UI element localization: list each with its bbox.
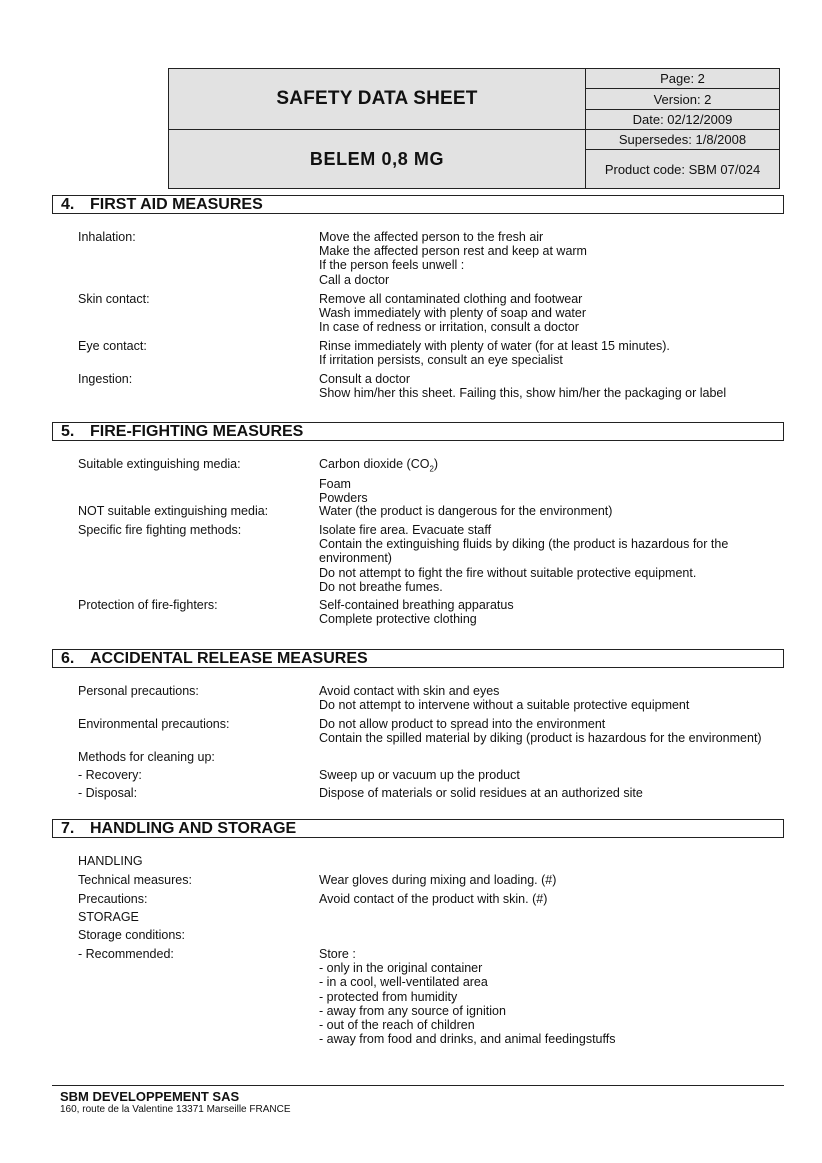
section-5-header [52, 422, 784, 441]
value-line: Store : [319, 947, 356, 961]
value-line: Avoid contact with skin and eyes [319, 684, 500, 698]
header-left [169, 69, 586, 188]
value-line: Avoid contact of the product with skin. (#) [319, 892, 548, 906]
date: Date: 02/12/2009 [586, 110, 779, 130]
footer-address: 160, route de la Valentine 13371 Marseille FRANCE [60, 1104, 291, 1115]
value-line: - away from any source of ignition [319, 1003, 506, 1018]
value-line: If irritation persists, consult an eye specialist [319, 353, 563, 368]
row-value [319, 339, 779, 367]
row-value [319, 598, 779, 626]
product-name: BELEM 0,8 MG [169, 130, 585, 188]
co2-suffix: ) [433, 457, 439, 471]
row-value [319, 457, 779, 505]
value-line: Do not attempt to intervene without a suitable protective equipment [319, 698, 690, 713]
supersedes: Supersedes: 1/8/2008 [586, 130, 779, 150]
section-number: 6. [61, 650, 75, 667]
row-label: Protection of fire-fighters: [78, 598, 218, 612]
value-line: - away from food and drinks, and animal feedingstuffs [319, 1032, 616, 1047]
value-line: If the person feels unwell : [319, 258, 465, 273]
document-header [168, 68, 780, 189]
value-line: - in a cool, well-ventilated area [319, 975, 488, 990]
value-line: Rinse immediately with plenty of water (for at least 15 minutes). [319, 339, 670, 353]
row-label: Eye contact: [78, 339, 147, 353]
value-line: Move the affected person to the fresh air [319, 230, 544, 244]
row-value [319, 504, 779, 518]
row-label: Methods for cleaning up: [78, 750, 215, 764]
section-number: 4. [61, 196, 75, 213]
row-label: - Recovery: [78, 768, 142, 782]
value-line: Contain the spilled material by diking (product is hazardous for the environment) [319, 731, 762, 746]
row-label: Skin contact: [78, 292, 150, 306]
section-4-header [52, 195, 784, 214]
value-line: Contain the extinguishing fluids by diking (the product is hazardous for the environment) [319, 537, 729, 566]
section-title: FIRST AID MEASURES [90, 196, 263, 213]
section-title: ACCIDENTAL RELEASE MEASURES [90, 650, 368, 667]
value-line: Water (the product is dangerous for the environment) [319, 504, 613, 518]
row-label: NOT suitable extinguishing media: [78, 504, 269, 518]
value-line: Do not breathe fumes. [319, 579, 443, 594]
value-line: Call a doctor [319, 272, 390, 287]
row-label: Specific fire fighting methods: [78, 523, 242, 537]
value-line: Self-contained breathing apparatus [319, 598, 514, 612]
value-line [319, 457, 779, 477]
row-value [319, 717, 779, 745]
row-label: Suitable extinguishing media: [78, 457, 241, 471]
row-label: Environmental precautions: [78, 717, 230, 731]
value-line: - out of the reach of children [319, 1018, 475, 1033]
footer-divider [52, 1085, 784, 1086]
value-line: Complete protective clothing [319, 612, 477, 627]
row-value [319, 292, 779, 335]
value-line: Make the affected person rest and keep at warm [319, 244, 587, 259]
row-value [319, 523, 739, 594]
row-label: HANDLING [78, 854, 143, 868]
value-line: Foam [319, 476, 351, 491]
row-value [319, 768, 779, 782]
page-number: Page: 2 [586, 69, 779, 89]
row-label: Inhalation: [78, 230, 136, 244]
row-label: Storage conditions: [78, 928, 186, 942]
row-label: - Disposal: [78, 786, 138, 800]
value-line: Dispose of materials or solid residues at an authorized site [319, 786, 643, 800]
row-label: Personal precautions: [78, 684, 199, 698]
section-number: 7. [61, 820, 75, 837]
row-label: - Recommended: [78, 947, 174, 961]
value-line: Powders [319, 490, 368, 505]
value-line: Consult a doctor [319, 372, 411, 386]
value-line: - protected from humidity [319, 989, 458, 1004]
value-line: Remove all contaminated clothing and footwear [319, 292, 583, 306]
section-7-header [52, 819, 784, 838]
row-value [319, 230, 779, 287]
product-code: Product code: SBM 07/024 [604, 161, 761, 177]
document-title: SAFETY DATA SHEET [169, 69, 585, 130]
row-value [319, 372, 779, 400]
row-value [319, 873, 779, 887]
value-line: Isolate fire area. Evacuate staff [319, 523, 492, 537]
value-line: In case of redness or irritation, consult a doctor [319, 320, 579, 335]
value-line: Sweep up or vacuum up the product [319, 768, 520, 782]
section-title: HANDLING AND STORAGE [90, 820, 297, 837]
value-line: Do not attempt to fight the fire without suitable protective equipment. [319, 565, 697, 580]
section-number: 5. [61, 423, 75, 440]
row-value [319, 892, 779, 906]
row-label: Ingestion: [78, 372, 133, 386]
value-line: - only in the original container [319, 961, 483, 976]
row-value [319, 947, 779, 1046]
header-meta [586, 69, 779, 188]
value-line: Do not allow product to spread into the environment [319, 717, 606, 731]
row-label: STORAGE [78, 910, 139, 924]
value-line: Show him/her this sheet. Failing this, show him/her the packaging or label [319, 386, 727, 401]
row-label: Precautions: [78, 892, 148, 906]
row-value [319, 786, 779, 800]
co2-subscript: 2 [429, 464, 434, 474]
row-value [319, 684, 779, 712]
section-title: FIRE-FIGHTING MEASURES [90, 423, 304, 440]
footer-company: SBM DEVELOPPEMENT SAS [60, 1089, 240, 1104]
section-6-header [52, 649, 784, 668]
value-line: Wash immediately with plenty of soap and water [319, 306, 587, 321]
value-line: Wear gloves during mixing and loading. (#) [319, 873, 557, 887]
version: Version: 2 [586, 89, 779, 110]
row-label: Technical measures: [78, 873, 192, 887]
co2-prefix: Carbon dioxide (CO [319, 457, 430, 471]
